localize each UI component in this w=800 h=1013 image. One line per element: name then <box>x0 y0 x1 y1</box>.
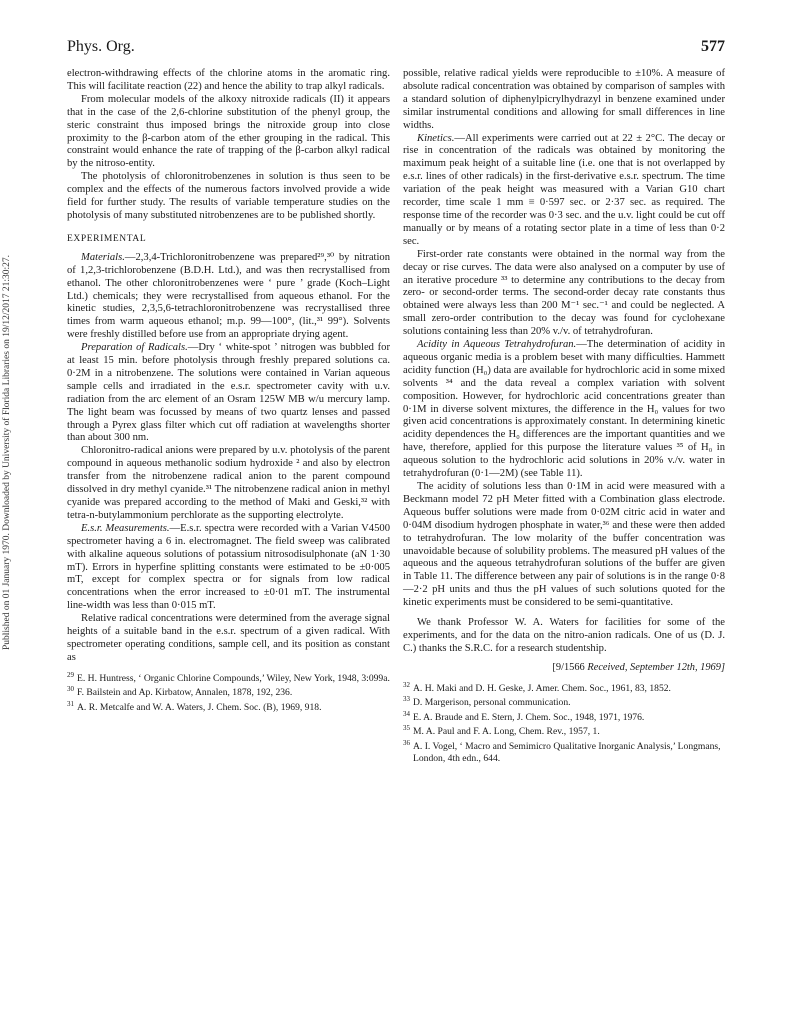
paragraph: First-order rate constants were obtained in the normal way from the decay or rise curves. The data were also analysed on a computer by use of an iterative procedure ³³ to determine any contributions to the decay from zero- or second-order terms. The second-order decay rate constants thus obtained were always less than 200 M⁻¹ sec.⁻¹ and could be neglected. A small zero-order contribution to the decay was found for cyclohexane solutions containing less than 20% v./v. of tetrahydrofuran. <box>403 248 725 338</box>
acknowledgements: We thank Professor W. A. Waters for facilities for some of the experiments, and for the data on the nitro-anion radicals. One of us (D. J. C.) thanks the S.R.C. for a research studentship. <box>403 617 725 654</box>
paragraph: From molecular models of the alkoxy nitroxide radicals (II) it appears that in the case of the 2,6-chlorine substitution of the phenyl group, the steric constraint thus imposed brings the nitroxide group into close proximity to the β-carbon atom of the ether grouping in the radical. This constraint would enhance the rate of trapping of the β-carbon alkyl radical by the nitroso-entity. <box>67 93 390 170</box>
reference-item <box>403 694 725 709</box>
paragraph-materials <box>67 252 390 342</box>
reference-number: 35 <box>403 724 410 733</box>
reference-item <box>67 699 390 714</box>
reference-text: F. Bailstein and Ap. Kirbatow, Annalen, 1878, 192, 236. <box>77 687 293 699</box>
reference-text: A. H. Maki and D. H. Geske, J. Amer. Chem. Soc., 1961, 83, 1852. <box>413 682 671 694</box>
reference-number: 31 <box>67 699 74 708</box>
received-date: Received, September 12th, 1969] <box>587 661 725 673</box>
footnote-references <box>67 670 390 714</box>
reference-item <box>403 680 725 695</box>
paragraph: possible, relative radical yields were reproducible to ±10%. A measure of absolute radical concentration was obtained by comparison of samples with a standard solution of diphenylpicrylhydrazyl in benzene examined under similar instrumental conditions and allowing for small differences in line widths. <box>403 68 725 131</box>
paragraph-kinetics <box>403 133 725 249</box>
reference-item <box>67 670 390 685</box>
left-column <box>67 68 390 714</box>
reference-text: A. I. Vogel, ‘ Macro and Semimicro Qualitative Inorganic Analysis,’ Longmans, London, 4th edn., 644. <box>413 741 721 764</box>
run-in-heading: E.s.r. Measurements. <box>81 522 170 534</box>
reference-text: A. R. Metcalfe and W. A. Waters, J. Chem. Soc. (B), 1969, 918. <box>77 702 322 714</box>
right-column <box>403 68 725 764</box>
reference-number: 33 <box>403 695 410 704</box>
page-header <box>67 38 725 60</box>
received-line <box>403 662 725 675</box>
reference-number: 36 <box>403 739 410 748</box>
run-in-heading: Materials. <box>81 251 125 263</box>
section-heading-experimental: EXPERIMENTAL <box>67 233 147 244</box>
reference-text: E. A. Braude and E. Stern, J. Chem. Soc., 1948, 1971, 1976. <box>413 712 645 724</box>
paragraph-text: —E.s.r. spectra were recorded with a Varian V4500 spectrometer having a 6 in. electromagnet. The field sweep was calibrated with alkaline aqueous solutions of potassium nitrosodisulphonate (aN 1·30 mT). Errors in hyperfine splitting constants were estimated to be ±0·005 mT, except for complex spectra or for signals from low radical concentrations when the error increased to ±0·01 mT. The instrumental line-width was less than 0·015 mT. <box>67 522 390 612</box>
paragraph-preparation <box>67 342 390 445</box>
paragraph-text: —2,3,4-Trichloronitrobenzene was prepared²⁹,³⁰ by nitration of 1,2,3-trichlorobenzene (B.D.H. Ltd.), and was then recrystallised from ethanol. The other chloronitrobenzenes were ‘ pure ’ grade (Koch–Light Ltd.) chemicals; they were recrystallised from aqueous ethanol. For the kinetic studies, 2,3,5,6-tetrachloronitrobenzene was recrystallised three times from warm aqueous ethanol; m.p. 99—100°, (lit.,³¹ 99°). Solvents were freshly distilled before use from an appropriate drying agent. <box>67 251 390 341</box>
paragraph-text: —The determination of acidity in aqueous organic media is a problem beset with many difficulties. Hammett acidity function (H₀) data are available for hydrochloric acid in some mixed solvents ³⁴ and the data reveal a complex variation with solvent composition. However, for hydrochloric acid concentrations greater than 0·1M in diverse solvent mixtures, the difference in the H₀ values for two given acid concentrations is approximately constant. In determining kinetic acidity dependences the H₀ differences are the important quantities and we have, therefore, applied for this purpose the literature values ³⁵ of H₀ in aqueous solution to the hydrochloric acid solutions in 20% v./v. water in tetrahydrofuran (0·1—2M) (see Table 11). <box>403 339 725 480</box>
paragraph-text: —All experiments were carried out at 22 ± 2°C. The decay or rise in concentration of the radicals was obtained by monitoring the maximum peak height of a suitable line (i.e. one that is not overlapped by e.s.r. lines of other radicals) in the first-derivative e.s.r. spectrum. The time variation of the peak height was measured with a Varian G10 chart recorder, time scale 1 mm ≡ 0·597 sec. or 2·37 sec. as required. The response time of the recorder was 0·3 sec. and the u.v. light could be cut off manually or by means of a rotating sector plate in a time of less than 0·2 sec. <box>403 132 725 247</box>
footnote-references <box>403 680 725 764</box>
reference-item <box>403 709 725 724</box>
reference-item <box>403 723 725 738</box>
page-number: 577 <box>701 38 725 55</box>
paragraph-text: —Dry ‘ white-spot ’ nitrogen was bubbled for at least 15 min. before photolysis through freshly prepared solutions ca. 0·2M in a nitrobenzene. The solutions were contained in Varian aqueous sample cells and irradiated in the e.s.r. spectrometer cavity with u.v. radiation from the arc element of an Osram 125W MB w/u mercury lamp. The light beam was focussed by means of two quartz lenses and passed through a Pyrex glass filter which cut off radiation at wavelengths shorter than about 300 nm. <box>67 342 390 444</box>
manuscript-code: [9/1566 <box>552 661 585 673</box>
reference-text: M. A. Paul and F. A. Long, Chem. Rev., 1957, 1. <box>413 726 600 738</box>
paragraph-acidity <box>403 339 725 481</box>
paragraph: The photolysis of chloronitrobenzenes in solution is thus seen to be complex and the effects of the numerous factors involved provide a wide field for further study. The results of variable temperature studies on the photolysis of many substituted nitrobenzenes are to be published shortly. <box>67 171 390 221</box>
run-in-heading: Preparation of Radicals. <box>81 342 188 354</box>
reference-item <box>403 738 725 764</box>
paragraph: The acidity of solutions less than 0·1M in acid were measured with a Beckmann model 72 pH Meter fitted with a Combination glass electrode. Aqueous buffer solutions were made from 0·02M citric acid in water and 0·04M disodium hydrogen phosphate in water,³⁶ and these were then added to tetrahydrofuran. The low molarity of the buffer concentration was unavoidable because of solubility problems. The measured pH values of the aqueous and the aqueous tetrahydrofuran solutions of the buffer are given in Table 11. The difference between any pair of solutions is in the range 0·8—2·2 pH units and thus the pH values of such solutions quoted for the kinetic experiments must be considered to be semi-quantitative. <box>403 481 725 609</box>
reference-item <box>67 684 390 699</box>
paragraph-esr <box>67 523 390 613</box>
spacer <box>403 610 725 617</box>
download-watermark: Published on 01 January 1970. Downloaded by University of Florida Libraries on 19/12/2017 21:30:27. <box>2 255 12 650</box>
run-in-heading: Kinetics. <box>417 132 455 144</box>
paragraph: Chloronitro-radical anions were prepared by u.v. photolysis of the parent compound in aqueous methanolic sodium hydroxide ² and also by electron transfer from the nitrobenzene radical anion to the parent compound dissolved in dry methyl cyanide.³¹ The nitrobenzene radical anion in methyl cyanide was prepared according to the method of Maki and Geski,³² with tetra-n-butylammonium perchlorate as the supporting electrolyte. <box>67 445 390 521</box>
run-in-heading: Acidity in Aqueous Tetrahydrofuran. <box>417 339 577 351</box>
reference-number: 32 <box>403 680 410 689</box>
journal-section-title: Phys. Org. <box>67 38 135 55</box>
reference-text: D. Margerison, personal communication. <box>413 697 571 709</box>
paragraph: Relative radical concentrations were determined from the average signal heights of a suitable band in the e.s.r. spectrum of a given radical. With spectrometer operating conditions, sample cell, and its position as constant as <box>67 613 390 663</box>
reference-number: 34 <box>403 709 410 718</box>
paragraph: electron-withdrawing effects of the chlorine atoms in the aromatic ring. This will facilitate reaction (22) and hence the ability to trap alkyl radicals. <box>67 68 390 92</box>
reference-text: E. H. Huntress, ‘ Organic Chlorine Compounds,’ Wiley, New York, 1948, 3:099a. <box>77 672 390 684</box>
reference-number: 29 <box>67 670 74 679</box>
reference-number: 30 <box>67 685 74 694</box>
